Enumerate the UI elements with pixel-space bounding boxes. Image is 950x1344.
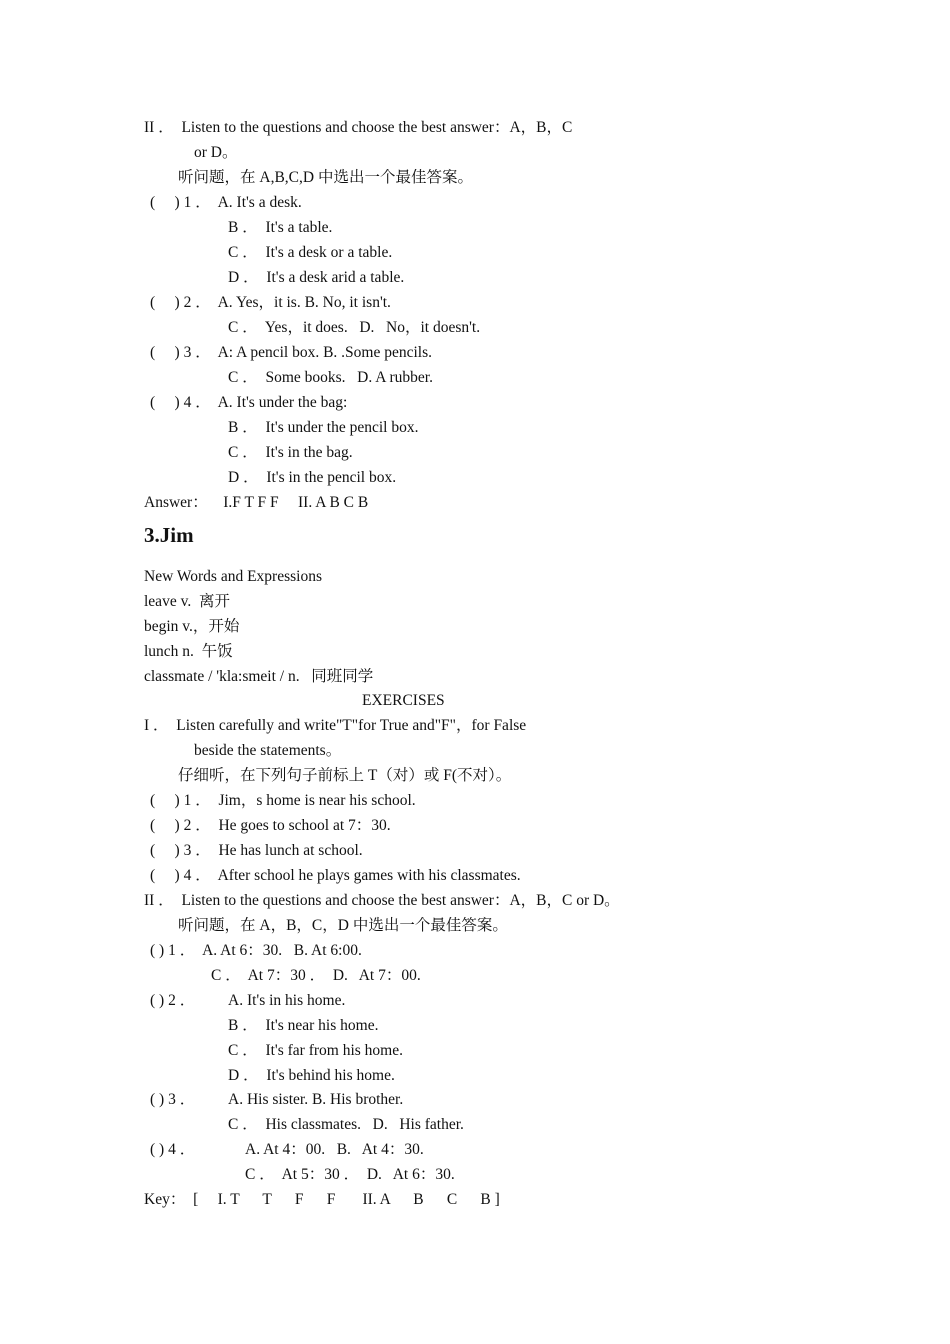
choice-2-number: ( ) 2 ． [150, 992, 196, 1009]
choice-3-number: ( ) 3 ． [150, 1091, 196, 1108]
question-4-option-b: B ． It's under the pencil box. [228, 419, 419, 436]
word-leave: leave v. 离开 [144, 593, 230, 610]
part2-heading-chinese: 听问题，在 A,B,C,D 中选出一个最佳答案。 [178, 169, 473, 186]
choice-2-option-a: A. It's in his home. [228, 992, 346, 1009]
choice-4-options-ab: A. At 4：00. B. At 4：30. [245, 1141, 424, 1158]
question-4: ( ) 4 ． A. It's under the bag: [150, 394, 348, 411]
part2-heading-line1: II ． Listen to the questions and choose the best answer：A，B，C [144, 119, 573, 136]
section-title: 3.Jim [144, 523, 194, 547]
choice-4-number: ( ) 4 ． [150, 1141, 196, 1158]
statement-3: ( ) 3 ． He has lunch at school. [150, 842, 363, 859]
part1-heading-chinese: 仔细听，在下列句子前标上 T（对）或 F(不对）。 [178, 767, 512, 784]
question-2-options-cd: C ． Yes，it does. D. No，it doesn't. [228, 319, 481, 336]
question-3: ( ) 3 ． A: A pencil box. B. .Some pencils. [150, 344, 432, 361]
exercises-heading: EXERCISES [362, 692, 445, 709]
choice-2-option-d: D ． It's behind his home. [228, 1067, 395, 1084]
choice-2-option-b: B ． It's near his home. [228, 1017, 379, 1034]
choice-3-options-cd: C ． His classmates. D. His father. [228, 1116, 464, 1133]
word-begin: begin v.，开始 [144, 618, 240, 635]
question-4-option-c: C ． It's in the bag. [228, 444, 353, 461]
new-words-heading: New Words and Expressions [144, 568, 322, 585]
statement-4: ( ) 4 ． After school he plays games with his classmates. [150, 867, 521, 884]
choice-2-option-c: C ． It's far from his home. [228, 1042, 403, 1059]
choice-1-options-cd: C ． At 7：30 ． D. At 7：00. [211, 967, 421, 984]
question-3-options-cd: C ． Some books. D. A rubber. [228, 369, 433, 386]
answer-key: Key： [ I. T T F F II. A B C B ] [144, 1191, 500, 1208]
question-2: ( ) 2 ． A. Yes，it is. B. No, it isn't. [150, 294, 391, 311]
answer-line: Answer： I.F T F F II. A B C B [144, 494, 369, 511]
word-lunch: lunch n. 午饭 [144, 643, 233, 660]
question-1-option-c: C ． It's a desk or a table. [228, 244, 393, 261]
part2b-heading-chinese: 听问题，在 A，B，C，D 中选出一个最佳答案。 [178, 917, 508, 934]
choice-4-options-cd: C ． At 5：30 ． D. At 6：30. [245, 1166, 455, 1183]
question-4-option-d: D ． It's in the pencil box. [228, 469, 397, 486]
part1-heading-line2: beside the statements。 [194, 742, 342, 759]
part1-heading-line1: I ． Listen carefully and write"T"for True and"F"，for False [144, 717, 527, 734]
part2b-heading: II ． Listen to the questions and choose the best answer：A，B，C or D。 [144, 892, 620, 909]
question-1-option-d: D ． It's a desk arid a table. [228, 269, 405, 286]
part2-heading-line2: or D。 [194, 144, 238, 161]
statement-2: ( ) 2 ． He goes to school at 7：30. [150, 817, 391, 834]
statement-1: ( ) 1 ． Jim，s home is near his school. [150, 792, 416, 809]
choice-1: ( ) 1 ． A. At 6：30. B. At 6:00. [150, 942, 362, 959]
choice-3-options-ab: A. His sister. B. His brother. [228, 1091, 404, 1108]
question-1: ( ) 1 ． A. It's a desk. [150, 194, 302, 211]
word-classmate: classmate / 'kla:smeit / n. 同班同学 [144, 668, 374, 685]
question-1-option-b: B ． It's a table. [228, 219, 333, 236]
